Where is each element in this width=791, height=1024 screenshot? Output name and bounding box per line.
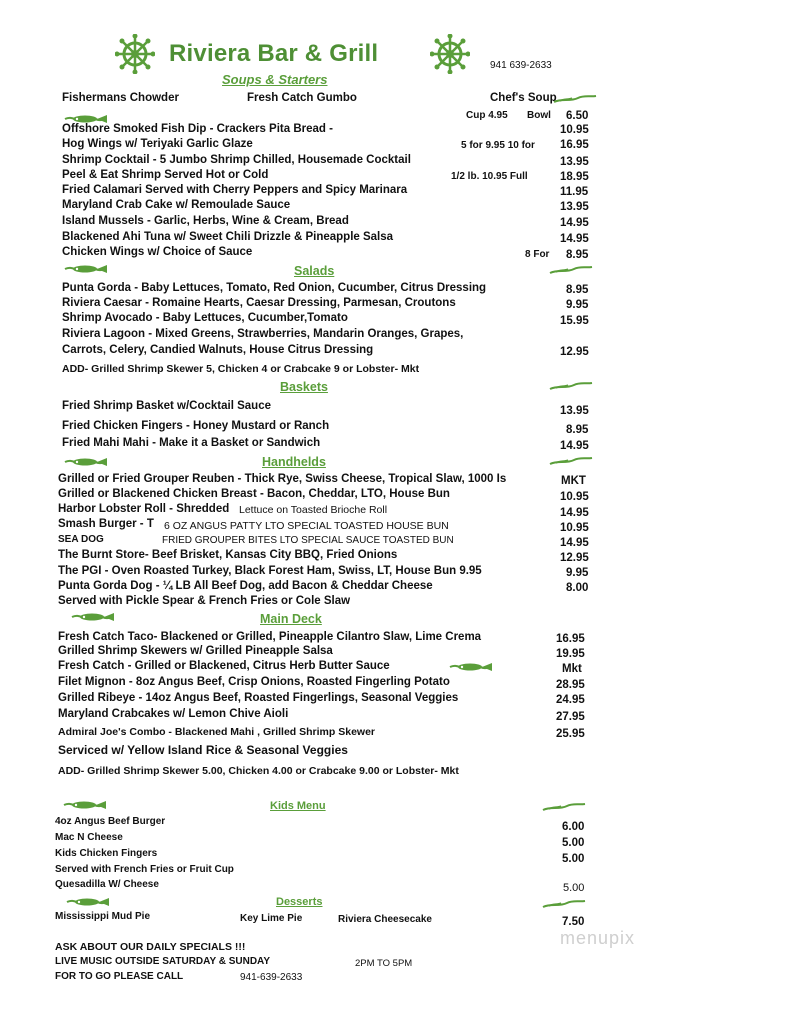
section-baskets: Baskets	[280, 380, 328, 394]
squiggle-decoration-icon	[548, 456, 594, 468]
starter-item-name: Peel & Eat Shrimp Served Hot or Cold	[62, 169, 269, 181]
main-item-price: 16.95	[556, 633, 585, 645]
main-item-price: Mkt	[562, 663, 582, 675]
squiggle-decoration-icon	[541, 802, 587, 814]
starter-item-price: 16.95	[560, 139, 589, 151]
salad-item-price: 9.95	[566, 299, 589, 311]
section-handhelds: Handhelds	[262, 455, 326, 469]
soup-chowder: Fishermans Chowder	[62, 92, 179, 104]
main-item-price: 24.95	[556, 694, 585, 706]
section-desserts: Desserts	[276, 896, 323, 908]
starter-item-option: 1/2 lb. 10.95 Full	[451, 171, 528, 182]
fish-decoration-icon	[63, 457, 109, 467]
basket-item-name: Fried Mahi Mahi - Make it a Basket or Sandwich	[62, 437, 321, 449]
squiggle-decoration-icon	[548, 265, 594, 277]
main-item-name: Maryland Crabcakes w/ Lemon Chive Aioli	[58, 708, 289, 720]
starter-item-name: Hog Wings w/ Teriyaki Garlic Glaze	[62, 138, 253, 150]
handheld-item-desc: FRIED GROUPER BITES LTO SPECIAL SAUCE TOASTED BUN	[162, 535, 454, 546]
kids-item-price: 5.00	[562, 853, 585, 865]
handheld-served-note: Served with Pickle Spear & French Fries or Cole Slaw	[58, 595, 351, 607]
handheld-item-price: 9.95	[566, 567, 589, 579]
footer-phone: 941-639-2633	[240, 972, 303, 983]
basket-item-price: 13.95	[560, 405, 589, 417]
salad-item-name: Carrots, Celery, Candied Walnuts, House Citrus Dressing	[62, 344, 374, 356]
handheld-item-name: Grilled or Blackened Chicken Breast - Bacon, Cheddar, LTO, House Bun	[58, 488, 450, 500]
starter-item-name: Island Mussels - Garlic, Herbs, Wine & Cream, Bread	[62, 215, 349, 227]
salad-item-name: Shrimp Avocado - Baby Lettuces, Cucumber,Tomato	[62, 312, 348, 324]
fish-decoration-icon	[70, 612, 116, 622]
handheld-item-name: The PGI - Oven Roasted Turkey, Black Forest Ham, Swiss, LT, House Bun 9.95	[58, 565, 482, 577]
dessert-price: 7.50	[562, 916, 585, 928]
fish-decoration-icon	[65, 897, 111, 907]
handheld-item-price: 14.95	[560, 537, 589, 549]
main-item-name: Filet Mignon - 8oz Angus Beef, Crisp Onions, Roasted Fingerling Potato	[58, 676, 450, 688]
soup-gumbo: Fresh Catch Gumbo	[247, 92, 357, 104]
main-item-name: Grilled Shrimp Skewers w/ Grilled Pineapple Salsa	[58, 645, 333, 657]
dessert-mud-pie: Mississippi Mud Pie	[55, 911, 151, 922]
handheld-item-price: MKT	[561, 475, 586, 487]
kids-item-name: Quesadilla W/ Cheese	[55, 879, 159, 890]
section-soups-starters: Soups & Starters	[222, 72, 328, 87]
kids-item-price: 5.00	[562, 837, 585, 849]
handheld-item-name: Smash Burger - T	[58, 518, 154, 530]
main-item-name: Fresh Catch Taco- Blackened or Grilled, Pineapple Cilantro Slaw, Lime Crema	[58, 631, 482, 643]
handheld-item-price: 8.00	[566, 582, 589, 594]
kids-item-price: 6.00	[562, 821, 585, 833]
handheld-item-price: 10.95	[560, 522, 589, 534]
basket-item-price: 8.95	[566, 424, 589, 436]
main-item-price: 28.95	[556, 679, 585, 691]
fish-decoration-icon	[448, 662, 494, 672]
starter-item-name: Offshore Smoked Fish Dip - Crackers Pita Bread -	[62, 123, 333, 135]
footer-to-go: FOR TO GO PLEASE CALL	[55, 971, 184, 982]
salad-item-name: Riviera Lagoon - Mixed Greens, Strawberries, Mandarin Oranges, Grapes,	[62, 328, 464, 340]
soup-bowl-price: 6.50	[566, 110, 589, 122]
main-item-price: 19.95	[556, 648, 585, 660]
handheld-item-name: The Burnt Store- Beef Brisket, Kansas City BBQ, Fried Onions	[58, 549, 398, 561]
starter-item-name: Maryland Crab Cake w/ Remoulade Sauce	[62, 199, 291, 211]
basket-item-price: 14.95	[560, 440, 589, 452]
salad-item-name: Punta Gorda - Baby Lettuces, Tomato, Red Onion, Cucumber, Citrus Dressing	[62, 282, 487, 294]
main-add-ons: ADD- Grilled Shrimp Skewer 5.00, Chicken 4.00 or Crabcake 9.00 or Lobster- Mkt	[58, 765, 459, 777]
main-item-name: Fresh Catch - Grilled or Blackened, Citrus Herb Butter Sauce	[58, 660, 390, 672]
ship-wheel-icon-right	[430, 34, 470, 74]
footer-specials: ASK ABOUT OUR DAILY SPECIALS !!!	[55, 941, 246, 953]
starter-item-price: 14.95	[560, 217, 589, 229]
starter-item-name: Shrimp Cocktail - 5 Jumbo Shrimp Chilled, Housemade Cocktail	[62, 154, 411, 166]
main-item-name: Grilled Ribeye - 14oz Angus Beef, Roasted Fingerlings, Seasonal Veggies	[58, 692, 459, 704]
main-served-note: Serviced w/ Yellow Island Rice & Seasonal Veggies	[58, 743, 348, 757]
handheld-item-price: 12.95	[560, 552, 589, 564]
main-item-price: 25.95	[556, 728, 585, 740]
kids-item-name: Served with French Fries or Fruit Cup	[55, 864, 234, 875]
fish-decoration-icon	[63, 264, 109, 274]
starter-item-name: Blackened Ahi Tuna w/ Sweet Chili Drizzle & Pineapple Salsa	[62, 231, 394, 243]
soup-bowl-label: Bowl	[527, 110, 551, 121]
kids-item-name: Kids Chicken Fingers	[55, 848, 158, 859]
restaurant-title: Riviera Bar & Grill	[169, 40, 379, 67]
dessert-cheesecake: Riviera Cheesecake	[338, 914, 432, 925]
handheld-item-name: Harbor Lobster Roll - Shredded	[58, 503, 230, 515]
ship-wheel-icon-left	[115, 34, 155, 74]
watermark-logo: menupix	[560, 928, 636, 948]
salad-item-price: 12.95	[560, 346, 589, 358]
starter-item-price: 8.95	[566, 249, 589, 261]
starter-item-price: 13.95	[560, 201, 589, 213]
squiggle-decoration-icon	[548, 381, 594, 393]
kids-item-name: Mac N Cheese	[55, 832, 123, 843]
handheld-item-price: 14.95	[560, 507, 589, 519]
section-kids-menu: Kids Menu	[270, 800, 326, 812]
footer-live-music: LIVE MUSIC OUTSIDE SATURDAY & SUNDAY	[55, 956, 271, 967]
header-phone: 941 639-2633	[490, 60, 552, 71]
squiggle-decoration-icon	[552, 94, 598, 106]
salad-item-price: 8.95	[566, 284, 589, 296]
section-salads: Salads	[294, 264, 335, 278]
salads-add-ons: ADD- Grilled Shrimp Skewer 5, Chicken 4 or Crabcake 9 or Lobster- Mkt	[62, 363, 420, 375]
basket-item-name: Fried Shrimp Basket w/Cocktail Sauce	[62, 400, 271, 412]
starter-item-price: 13.95	[560, 156, 589, 168]
starter-item-name: Fried Calamari Served with Cherry Peppers and Spicy Marinara	[62, 184, 408, 196]
handheld-item-desc: 6 OZ ANGUS PATTY LTO SPECIAL TOASTED HOUSE BUN	[164, 520, 449, 532]
starter-item-option: 5 for 9.95 10 for	[461, 140, 535, 151]
section-main-deck: Main Deck	[260, 612, 322, 626]
main-item-price: 27.95	[556, 711, 585, 723]
soup-chefs: Chef's Soup	[490, 92, 557, 104]
soup-cup-price: Cup 4.95	[466, 110, 508, 121]
footer-music-time: 2PM TO 5PM	[355, 958, 413, 969]
handheld-item-name: Grilled or Fried Grouper Reuben - Thick Rye, Swiss Cheese, Tropical Slaw, 1000 Is	[58, 473, 507, 485]
squiggle-decoration-icon	[541, 899, 587, 911]
handheld-item-name: Punta Gorda Dog - ¼ LB All Beef Dog, add Bacon & Cheddar Cheese	[58, 580, 433, 592]
handheld-item-name: SEA DOG	[58, 534, 104, 545]
handheld-item-desc: Lettuce on Toasted Brioche Roll	[239, 504, 388, 516]
main-item-name: Admiral Joe's Combo - Blackened Mahi , Grilled Shrimp Skewer	[58, 726, 375, 738]
dessert-key-lime-pie: Key Lime Pie	[240, 913, 303, 924]
starter-item-price: 11.95	[560, 186, 589, 198]
salad-item-price: 15.95	[560, 315, 589, 327]
kids-item-name: 4oz Angus Beef Burger	[55, 816, 166, 827]
basket-item-name: Fried Chicken Fingers - Honey Mustard or Ranch	[62, 420, 330, 432]
kids-item-price: 5.00	[563, 882, 585, 894]
salad-item-name: Riviera Caesar - Romaine Hearts, Caesar Dressing, Parmesan, Croutons	[62, 297, 456, 309]
handheld-item-price: 10.95	[560, 491, 589, 503]
starter-item-price: 14.95	[560, 233, 589, 245]
fish-decoration-icon	[62, 800, 108, 810]
starter-item-name: Chicken Wings w/ Choice of Sauce	[62, 246, 253, 258]
starter-item-price: 10.95	[560, 124, 589, 136]
starter-item-option: 8 For	[525, 249, 550, 260]
starter-item-price: 18.95	[560, 171, 589, 183]
